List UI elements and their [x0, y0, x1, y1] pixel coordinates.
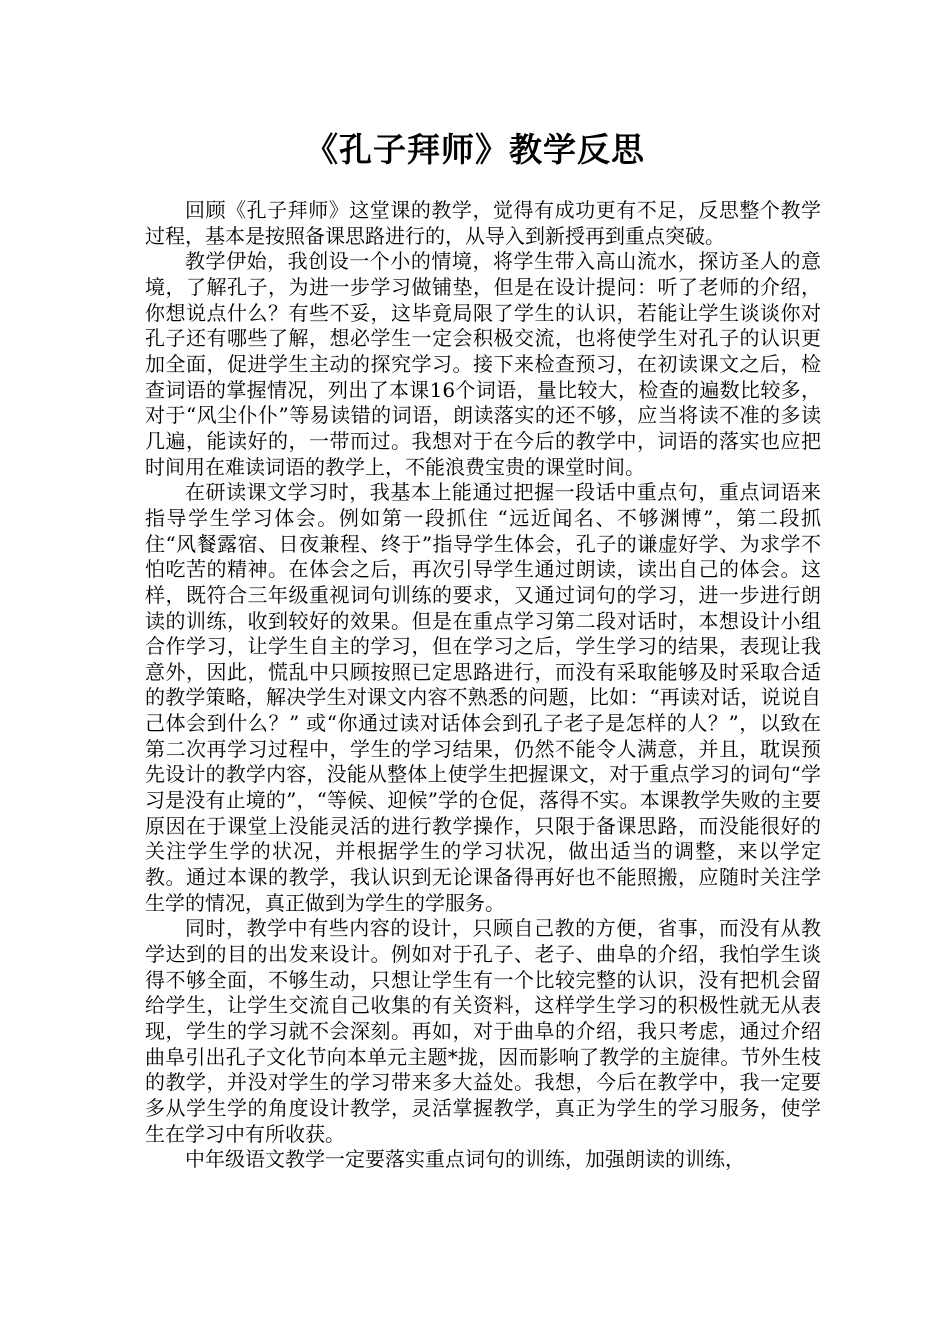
paragraph-4: 同时，教学中有些内容的设计，只顾自己教的方便，省事，而没有从教学达到的目的出发来设计。例如对于孔子、老子、曲阜的介绍，我怕学生谈得不够全面，不够生动，只想让学生有一个比较完整的认识，没有把机会留给学生，让学生交流自己收集的有关资料，这样学生学习的积极性就无从表现，学生的学习就不会深刻。再如，对于曲阜的介绍，我只考虑，通过介绍曲阜引出孔子文化节向本单元主题*拢，因而影响了教学的主旋律。节外生枝的教学，并没对学生的学习带来多大益处。我想，今后在教学中，我一定要多从学生学的角度设计教学，灵活掌握教学，真正为学生的学习服务，使学生在学习中有所收获。 — [145, 916, 821, 1146]
paragraph-2: 教学伊始，我创设一个小的情境，将学生带入高山流水，探访圣人的意境，了解孔子，为进一步学习做铺垫，但是在设计提问：听了老师的介绍，你想说点什么？有些不妥，这毕竟局限了学生的认识，若能让学生谈谈你对孔子还有哪些了解，想必学生一定会积极交流，也将使学生对孔子的认识更加全面，促进学生主动的探究学习。接下来检查预习，在初读课文之后，检查词语的掌握情况，列出了本课16个词语，量比较大，检查的遍数比较多，对于“风尘仆仆”等易读错的词语，朗读落实的还不够，应当将读不准的多读几遍，能读好的，一带而过。我想对于在今后的教学中，词语的落实也应把时间用在难读词语的教学上，不能浪费宝贵的课堂时间。 — [145, 249, 821, 479]
paragraph-1: 回顾《孔子拜师》这堂课的教学，觉得有成功更有不足，反思整个教学过程，基本是按照备课思路进行的，从导入到新授再到重点突破。 — [145, 198, 821, 248]
paragraph-3: 在研读课文学习时，我基本上能通过把握一段话中重点句，重点词语来指导学生学习体会。例如第一段抓住 “远近闻名、不够渊博”，第二段抓住“风餐露宿、日夜兼程、终于”指导学生体会，孔子的谦虚好学、为求学不怕吃苦的精神。在体会之后，再次引导学生通过朗读，读出自己的体会。这样，既符合三年级重视词句训练的要求，又通过词句的学习，进一步进行朗读的训练，收到较好的效果。但是在重点学习第二段对话时，本想设计小组合作学习，让学生自主的学习，但在学习之后，学生学习的结果，表现让我意外，因此，慌乱中只顾按照已定思路进行，而没有采取能够及时采取合适的教学策略，解决学生对课文内容不熟悉的问题，比如：“再读对话，说说自己体会到什么？” 或“你通过读对话体会到孔子老子是怎样的人？”，以致在第二次再学习过程中，学生的学习结果，仍然不能令人满意，并且，耽误预先设计的教学内容，没能从整体上使学生把握课文，对于重点学习的词句“学习是没有止境的”，“等候、迎候”学的仓促，落得不实。本课教学失败的主要原因在于课堂上没能灵活的进行教学操作，只限于备课思路，而没能很好的关注学生学的状况，并根据学生的学习状况，做出适当的调整，来以学定教。通过本课的教学，我认识到无论课备得再好也不能照搬，应随时关注学生学的情况，真正做到为学生的学服务。 — [145, 480, 821, 915]
document-title: 《孔子拜师》教学反思 — [305, 130, 645, 169]
document-body — [145, 198, 821, 1173]
paragraph-5: 中年级语文教学一定要落实重点词句的训练，加强朗读的训练， — [185, 1147, 745, 1172]
